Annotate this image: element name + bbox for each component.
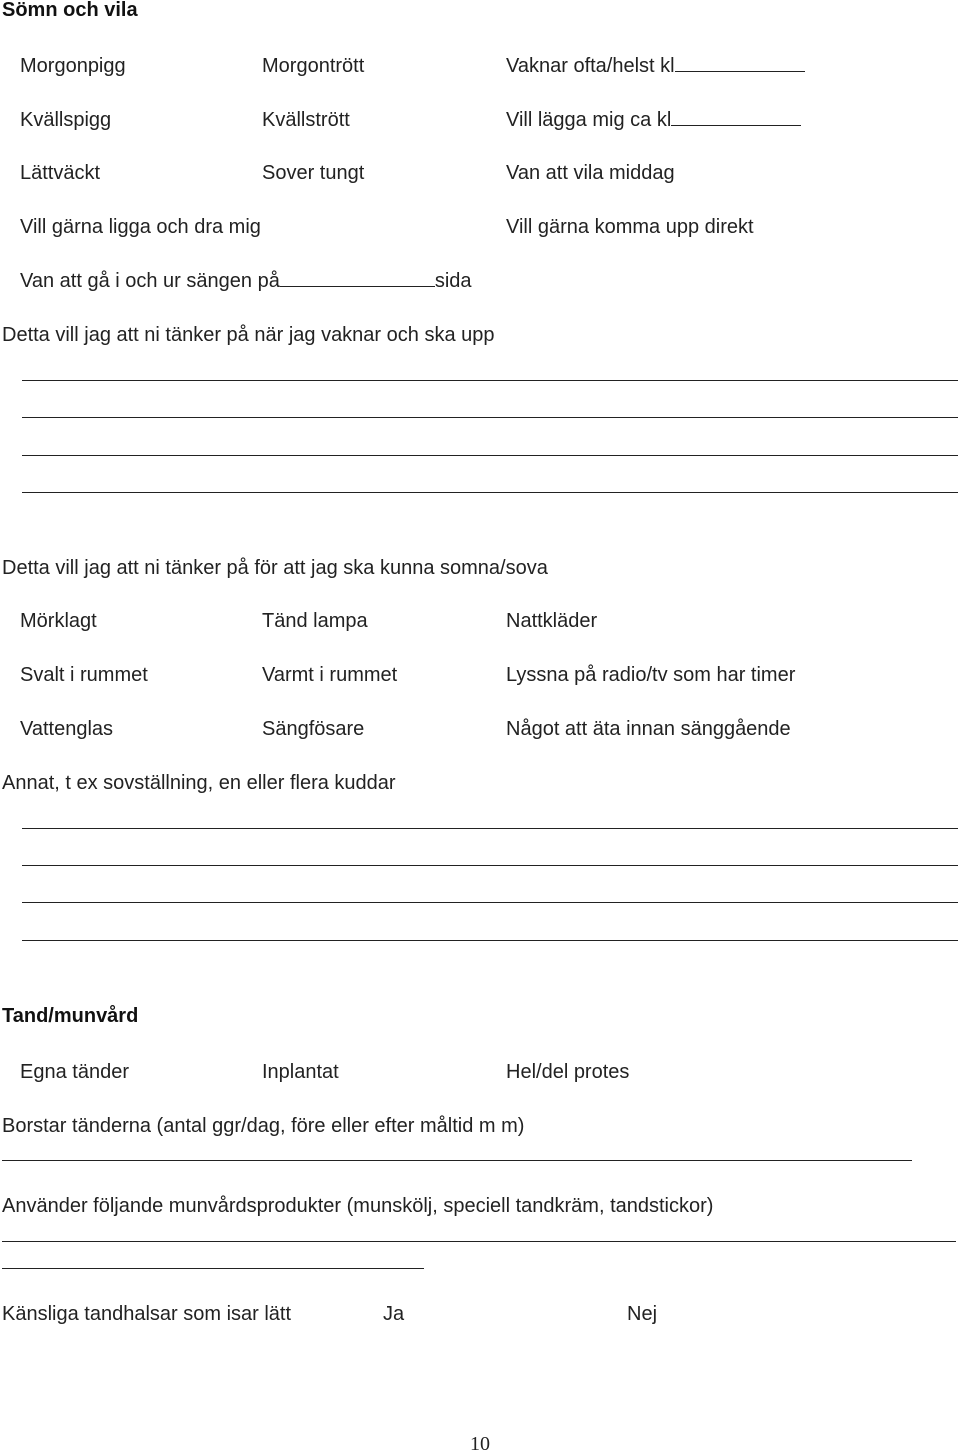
option-protes[interactable]: Hel/del protes: [506, 1061, 630, 1083]
bed-side-field[interactable]: [20, 269, 472, 293]
other-prompt: Annat, t ex sovställning, en eller flera kuddar: [2, 772, 396, 794]
option-egna-tander[interactable]: Egna tänder: [20, 1061, 129, 1083]
time-blank-wake[interactable]: [675, 55, 805, 72]
option-svalt-rum[interactable]: Svalt i rummet: [20, 664, 148, 686]
option-lagga-kl-label: Vill lägga mig ca kl: [506, 109, 672, 131]
option-morgonpigg[interactable]: Morgonpigg: [20, 55, 126, 77]
option-varmt-rum[interactable]: Varmt i rummet: [262, 664, 398, 686]
section-heading-dental: Tand/munvård: [2, 1005, 139, 1027]
option-nattklader[interactable]: Nattkläder: [506, 610, 598, 632]
other-answer-line-2[interactable]: [22, 865, 958, 866]
option-inplantat[interactable]: Inplantat: [262, 1061, 339, 1083]
option-morgontrott[interactable]: Morgontrött: [262, 55, 365, 77]
option-kvallspigg[interactable]: Kvällspigg: [20, 109, 112, 131]
option-sover-tungt[interactable]: Sover tungt: [262, 162, 365, 184]
wake-answer-line-3[interactable]: [22, 455, 958, 456]
option-nej[interactable]: Nej: [627, 1303, 658, 1325]
sleep-prompt: Detta vill jag att ni tänker på för att jag ska kunna somna/sova: [2, 557, 548, 579]
other-answer-line-4[interactable]: [22, 940, 958, 941]
bed-side-suffix: sida: [434, 270, 472, 292]
option-ja[interactable]: Ja: [383, 1303, 405, 1325]
option-vattenglas[interactable]: Vattenglas: [20, 718, 114, 740]
option-vaknar-kl[interactable]: [506, 54, 805, 78]
bed-side-blank[interactable]: [280, 270, 435, 287]
brush-prompt: Borstar tänderna (antal ggr/dag, före eller efter måltid m m): [2, 1115, 525, 1137]
option-vaknar-kl-label: Vaknar ofta/helst kl: [506, 55, 675, 77]
wake-answer-line-1[interactable]: [22, 380, 958, 381]
option-ligga-kvar[interactable]: Vill gärna ligga och dra mig: [20, 216, 261, 238]
option-radio-tv[interactable]: Lyssna på radio/tv som har timer: [506, 664, 796, 686]
section-heading-sleep: Sömn och vila: [2, 0, 138, 21]
wake-answer-line-4[interactable]: [22, 492, 958, 493]
option-tand-lampa[interactable]: Tänd lampa: [262, 610, 368, 632]
option-sangfosare[interactable]: Sängfösare: [262, 718, 365, 740]
products-answer-line-1[interactable]: [2, 1241, 956, 1242]
products-answer-line-2[interactable]: [2, 1268, 424, 1269]
other-answer-line-1[interactable]: [22, 828, 958, 829]
products-prompt: Använder följande munvårdsprodukter (munskölj, speciell tandkräm, tandstickor): [2, 1195, 714, 1217]
option-vila-middag[interactable]: Van att vila middag: [506, 162, 675, 184]
wake-prompt: Detta vill jag att ni tänker på när jag vaknar och ska upp: [2, 324, 495, 346]
option-kvallstrott[interactable]: Kvällstrött: [262, 109, 350, 131]
option-lagga-kl[interactable]: [506, 108, 801, 132]
time-blank-bed[interactable]: [671, 109, 801, 126]
wake-answer-line-2[interactable]: [22, 417, 958, 418]
option-upp-direkt[interactable]: Vill gärna komma upp direkt: [506, 216, 754, 238]
page-number: 10: [470, 1433, 490, 1455]
option-morklagt[interactable]: Mörklagt: [20, 610, 97, 632]
option-lattvackt[interactable]: Lättväckt: [20, 162, 101, 184]
bed-side-prefix: Van att gå i och ur sängen på: [20, 270, 280, 292]
option-ata-innan[interactable]: Något att äta innan sänggående: [506, 718, 791, 740]
brush-answer-line[interactable]: [2, 1160, 912, 1161]
other-answer-line-3[interactable]: [22, 902, 958, 903]
sensitive-prompt: Känsliga tandhalsar som isar lätt: [2, 1303, 292, 1325]
